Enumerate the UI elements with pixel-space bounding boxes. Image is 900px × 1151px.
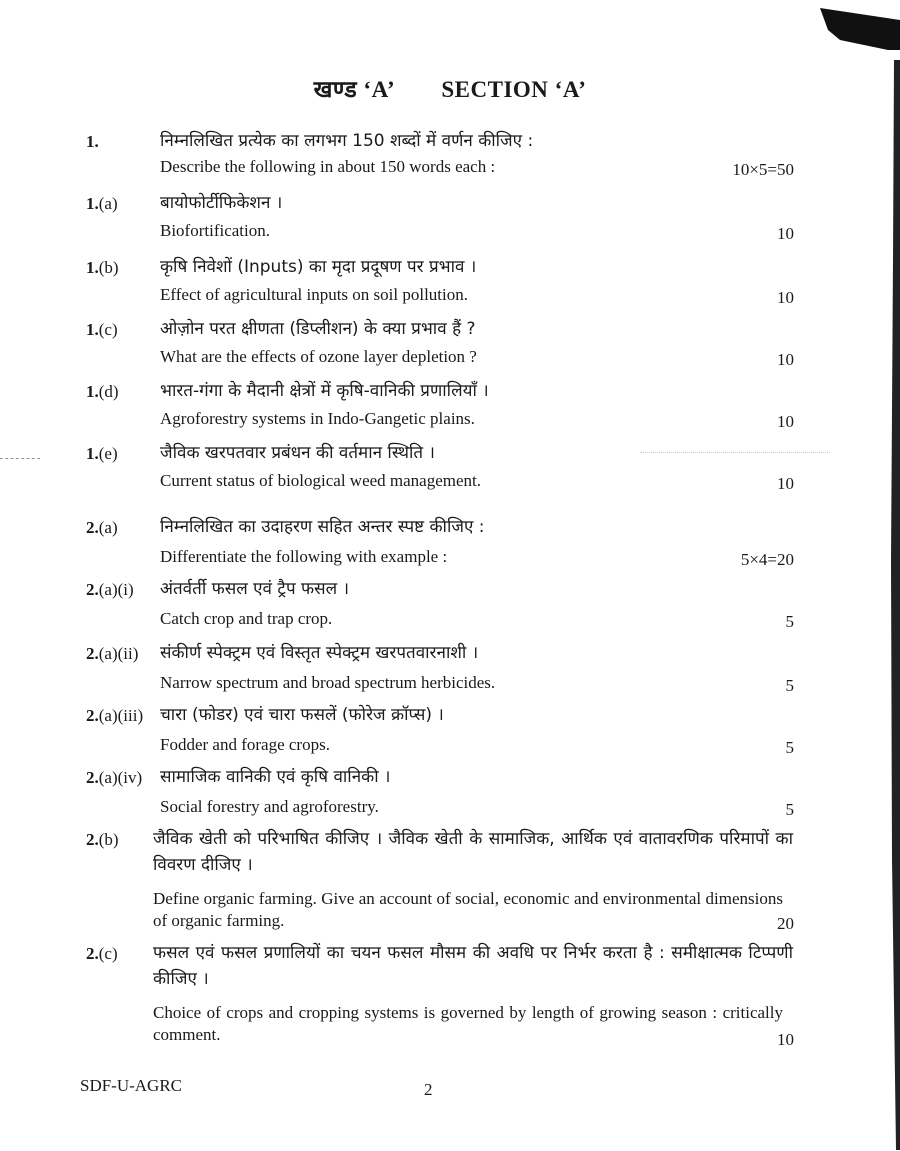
question-text-hindi: भारत-गंगा के मैदानी क्षेत्रों में कृषि-वानिकी प्रणालियाँ । (160, 381, 489, 401)
scan-edge-shadow (882, 60, 900, 1150)
question-text-hindi: निम्नलिखित का उदाहरण सहित अन्तर स्पष्ट कीजिए : (160, 517, 485, 537)
question-number: 2. (86, 944, 99, 963)
question-text-hindi: जैविक खेती को परिभाषित कीजिए । जैविक खेती के सामाजिक, आर्थिक एवं वातावरणिक परिमापों का विवरण दीजिए । (153, 829, 793, 875)
question-subpart: (a)(i) (98, 580, 134, 599)
question-number: 2. (86, 768, 99, 787)
question-subpart: (b) (98, 830, 119, 849)
question-text-english: Biofortification. (160, 221, 271, 240)
question-marks: 10×5=50 (732, 160, 794, 179)
question-marks: 10 (777, 224, 794, 243)
question-subpart: (a) (98, 194, 118, 213)
section-heading-hindi: खण्ड ‘A’ (313, 77, 396, 102)
question-text-english: Social forestry and agroforestry. (160, 797, 379, 816)
question-subpart: (a)(iii) (98, 706, 144, 725)
question-text-hindi: सामाजिक वानिकी एवं कृषि वानिकी । (160, 767, 391, 787)
question-text-english: Catch crop and trap crop. (160, 609, 333, 628)
question-text-english: Describe the following in about 150 words each : (160, 157, 496, 176)
question-subpart: (a)(ii) (98, 644, 139, 663)
question-subpart: (b) (98, 258, 119, 277)
question-number: 1. (86, 258, 99, 277)
paper-code: SDF-U-AGRC (80, 1076, 183, 1095)
question-text-hindi: चारा (फोडर) एवं चारा फसलें (फोरेज क्रॉप्स) । (160, 705, 444, 725)
question-text-hindi: बायोफोर्टीफिकेशन । (160, 193, 283, 213)
scan-mark-left (0, 458, 40, 461)
question-subpart: (c) (98, 944, 118, 963)
question-text-hindi: संकीर्ण स्पेक्ट्रम एवं विस्तृत स्पेक्ट्रम खरपतवारनाशी । (160, 643, 479, 663)
question-text-english: Current status of biological weed management. (160, 471, 482, 490)
question-number: 1. (86, 132, 99, 151)
question-number: 2. (86, 644, 99, 663)
scan-corner-shadow (810, 0, 900, 50)
question-subpart: (a)(iv) (98, 768, 143, 787)
question-marks: 5 (785, 612, 794, 631)
question-text-english: Differentiate the following with example : (160, 547, 448, 566)
question-marks: 10 (777, 412, 794, 431)
question-marks: 5 (785, 738, 794, 757)
question-text-hindi: ओज़ोन परत क्षीणता (डिप्लीशन) के क्या प्रभाव हैं ? (160, 319, 476, 339)
question-marks: 10 (777, 350, 794, 369)
question-marks: 20 (777, 914, 794, 933)
question-number: 2. (86, 830, 99, 849)
question-text-english: Fodder and forage crops. (160, 735, 330, 754)
question-marks: 10 (777, 474, 794, 493)
question-number: 1. (86, 382, 99, 401)
question-marks: 5×4=20 (740, 550, 794, 569)
question-marks: 5 (785, 676, 794, 695)
question-marks: 10 (777, 1030, 794, 1049)
question-subpart: (e) (98, 444, 118, 463)
question-text-hindi: निम्नलिखित प्रत्येक का लगभग 150 शब्दों में वर्णन कीजिए : (160, 131, 534, 151)
question-text-english: What are the effects of ozone layer depletion ? (160, 347, 477, 366)
question-subpart: (c) (98, 320, 118, 339)
section-heading-english: SECTION ‘A’ (441, 77, 587, 102)
question-text-english: Narrow spectrum and broad spectrum herbicides. (160, 673, 496, 692)
question-text-english: Choice of crops and cropping systems is governed by length of growing season : critically comment. (153, 1003, 783, 1044)
question-number: 1. (86, 194, 99, 213)
question-text-hindi: जैविक खरपतवार प्रबंधन की वर्तमान स्थिति । (160, 443, 435, 463)
question-text-english: Define organic farming. Give an account of social, economic and environmental dimensions of organic farming. (153, 889, 783, 930)
question-number: 2. (86, 518, 99, 537)
question-marks: 5 (785, 800, 794, 819)
question-subpart: (d) (98, 382, 119, 401)
question-text-hindi: फसल एवं फसल प्रणालियों का चयन फसल मौसम की अवधि पर निर्भर करता है : समीक्षात्मक टिप्पणी कीजिए । (153, 943, 793, 989)
question-number: 1. (86, 444, 99, 463)
section-heading (0, 72, 900, 104)
question-subpart: (a) (98, 518, 118, 537)
question-number: 2. (86, 580, 99, 599)
question-marks: 10 (777, 288, 794, 307)
page-number: 2 (424, 1080, 433, 1099)
question-text-english: Agroforestry systems in Indo-Gangetic plains. (160, 409, 475, 428)
question-text-hindi: कृषि निवेशों (Inputs) का मृदा प्रदूषण पर प्रभाव । (160, 257, 477, 277)
question-text-hindi: अंतर्वर्ती फसल एवं ट्रैप फसल । (160, 579, 350, 599)
question-text-english: Effect of agricultural inputs on soil pollution. (160, 285, 468, 304)
question-number: 1. (86, 320, 99, 339)
question-number: 2. (86, 706, 99, 725)
